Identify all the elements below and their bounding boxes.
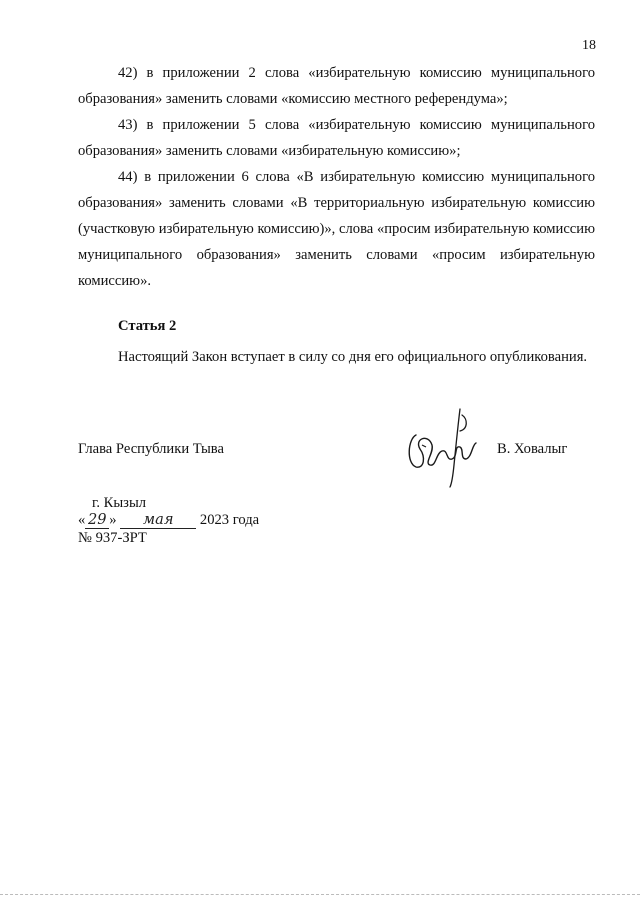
scan-bottom-edge — [0, 894, 640, 897]
signatory-role: Глава Республики Тыва — [78, 441, 224, 457]
date-year: 2023 года — [199, 512, 260, 528]
handwritten-signature — [402, 405, 490, 491]
date-open-quote: « — [78, 512, 86, 528]
date-close-quote: » — [109, 512, 117, 528]
page-number: 18 — [582, 38, 596, 53]
date-month: мая — [120, 512, 196, 529]
signing-date — [78, 512, 259, 529]
document-number: № 937-ЗРТ — [78, 530, 147, 546]
signatory-name: В. Ховалыг — [497, 441, 568, 457]
amendment-item-43: 43) в приложении 5 слова «избирательную комиссию муниципального образования» заменить словами «избирательную комиссию»; — [78, 117, 595, 159]
article-title: Статья 2 — [118, 318, 177, 334]
date-day: 29 — [85, 512, 109, 529]
article-text: Настоящий Закон вступает в силу со дня его официального опубликования. — [118, 349, 588, 365]
scan-top-edge — [0, 0, 640, 6]
place-of-signing: г. Кызыл — [92, 495, 147, 511]
amendment-item-44: 44) в приложении 6 слова «В избирательную комиссию муниципального образования» заменить словами «В территориальную избирательную комиссию (участковую избирательную комиссию)», слова «просим избирательную комиссию муниципального образования» заменить словами «просим избирательную комиссию». — [78, 169, 595, 289]
amendment-item-42: 42) в приложении 2 слова «избирательную комиссию муниципального образования» заменить словами «комиссию местного референдума»; — [78, 65, 595, 107]
